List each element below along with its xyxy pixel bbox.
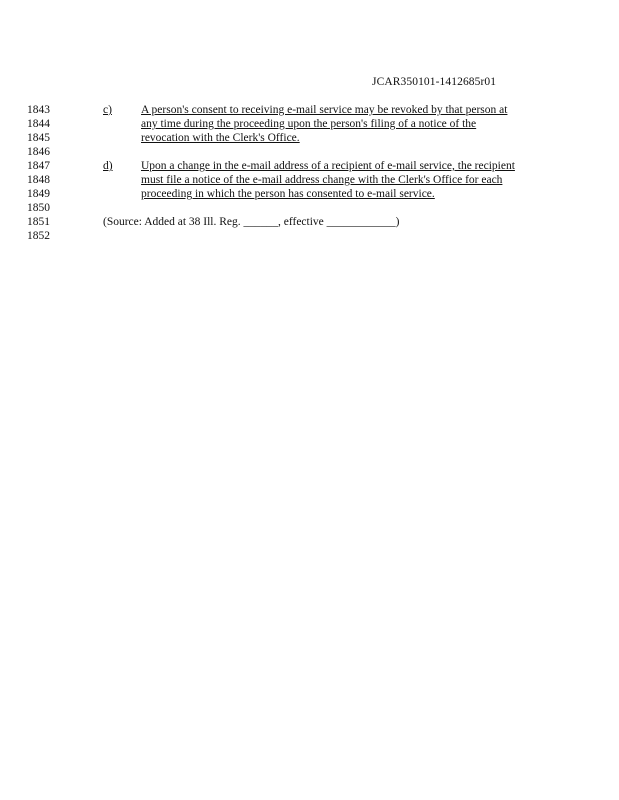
text-line [0, 201, 619, 215]
line-number: 1845 [27, 132, 50, 144]
line-number: 1844 [27, 118, 50, 130]
line-number: 1851 [27, 216, 50, 228]
line-number: 1849 [27, 188, 50, 200]
line-text: Upon a change in the e-mail address of a recipient of e-mail service, the recipient [141, 160, 515, 172]
text-line [0, 145, 619, 159]
paragraph-marker: c) [103, 104, 112, 116]
text-line [0, 131, 619, 145]
line-text: revocation with the Clerk's Office. [141, 132, 300, 144]
line-text: proceeding in which the person has consented to e-mail service. [141, 188, 435, 200]
text-line [0, 229, 619, 243]
line-number: 1847 [27, 160, 50, 172]
document-id: JCAR350101-1412685r01 [372, 76, 497, 88]
source-note: (Source: Added at 38 Ill. Reg. ______, effective ____________) [103, 216, 400, 228]
text-line [0, 215, 619, 229]
text-line [0, 103, 619, 117]
line-number: 1846 [27, 146, 50, 158]
line-number: 1852 [27, 230, 50, 242]
line-text: must file a notice of the e-mail address change with the Clerk's Office for each [141, 174, 503, 186]
line-number: 1850 [27, 202, 50, 214]
text-line [0, 173, 619, 187]
line-text: any time during the proceeding upon the person's filing of a notice of the [141, 118, 477, 130]
paragraph-marker: d) [103, 160, 113, 172]
text-line [0, 117, 619, 131]
text-line [0, 187, 619, 201]
line-number: 1843 [27, 104, 50, 116]
line-number: 1848 [27, 174, 50, 186]
line-text: A person's consent to receiving e-mail service may be revoked by that person at [141, 104, 508, 116]
text-line [0, 159, 619, 173]
